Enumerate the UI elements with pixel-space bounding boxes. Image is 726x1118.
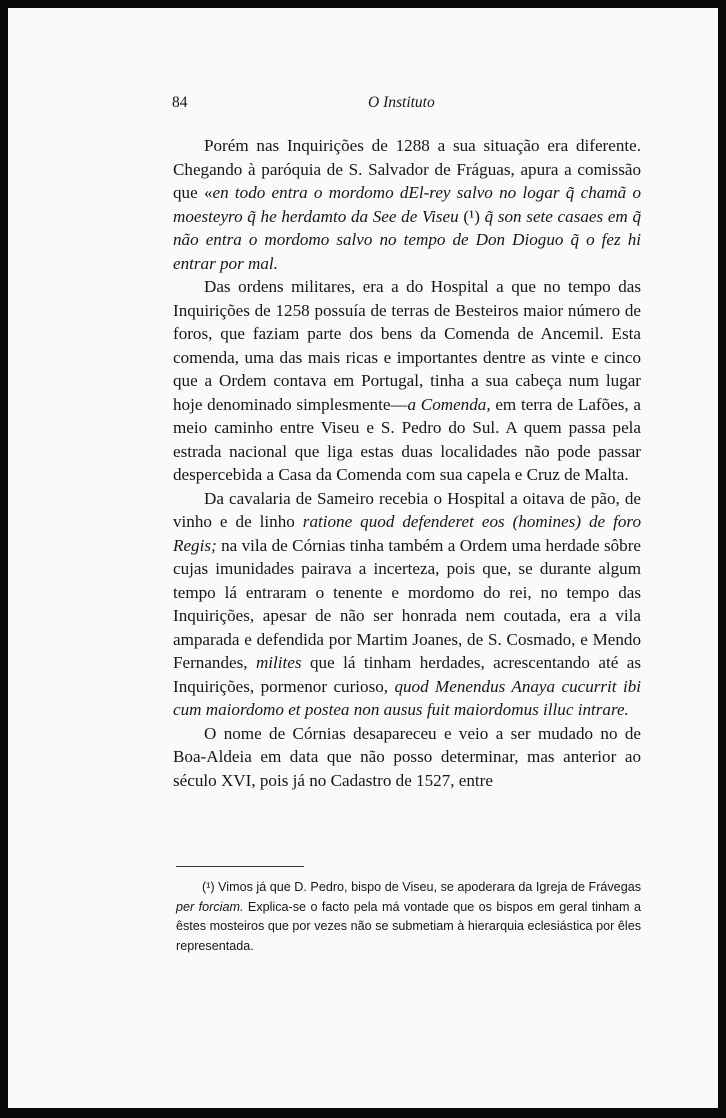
footnote [176, 878, 641, 956]
footnote-text [176, 878, 641, 956]
italic-text: a Comenda, [407, 394, 491, 414]
running-title: O Instituto [368, 94, 435, 111]
italic-text: en todo entra o mordomo dEl-rey salvo no logar q̃ chamã o moesteyro q̃ he herdamto da See de Viseu [173, 183, 641, 226]
page-header [8, 94, 718, 116]
document-page [8, 8, 718, 1108]
italic-text: milites [255, 653, 302, 672]
text-run: em terra de Lafões, a meio caminho entre Viseu e S. Pedro do Sul. A quem passa pela estrada nacional que liga estas duas localidades não pode passar despercebida a Casa da Comenda com sua capela e Cruz de Malta. [173, 394, 642, 484]
footnote-divider [176, 866, 304, 867]
paragraph [173, 487, 641, 722]
body-text [173, 134, 641, 792]
text-run: Porém nas Inquirições de 1288 a sua situação era diferente. Chegando à paróquia de S. Salvador de Fráguas, apura a comissão que « [173, 136, 641, 202]
italic-text: ratione quod defenderet eos (homines) de foro Regis; [173, 512, 641, 555]
italic-text: quod Menendus Anaya cucurrit ibi cum maiordomo et postea non ausus fuit maiordomus illuc intrare. [173, 676, 641, 719]
text-run: na vila de Córnias tinha também a Ordem uma herdade sôbre cujas imunidades pairava a incerteza, pois que, se durante algum tempo lá entraram o tenente e mordomo do rei, no tempo das Inquirições, apesar de não ser honrada nem coutada, era a vila amparada e defendida por Martim Joanes, de S. Cosmado, e Mendo Fernandes, [173, 535, 641, 672]
paragraph [173, 275, 641, 487]
italic-text: per forciam. [176, 899, 244, 914]
text-run: Da cavalaria de Sameiro recebia o Hospital a oitava de pão, de vinho e de linho [173, 488, 641, 531]
page-number: 84 [172, 94, 188, 111]
italic-text: q̃ son sete casaes em q̃ não entra o mordomo salvo no tempo de Don Dioguo q̃ o fez hi entrar por mal. [173, 206, 641, 273]
paragraph [173, 722, 641, 793]
text-run: que lá tinham herdades, acrescentando até as Inquirições, pormenor curioso, [173, 653, 641, 696]
paragraph [173, 134, 641, 275]
text-run: O nome de Córnias desapareceu e veio a ser mudado no de Boa-Aldeia em data que não posso determinar, mas anterior ao século XVI, pois já no Cadastro de 1527, entre [173, 723, 641, 790]
text-run: Das ordens militares, era a do Hospital a que no tempo das Inquirições de 1258 possuía de terras de Besteiros maior número de foros, que faziam parte dos bens da Comenda de Ancemil. Esta comenda, uma das mais ricas e importantes dentre as vinte e cinco que a Ordem contava em Portugal, tinha a sua cabeça num lugar hoje denominado simplesmente— [173, 277, 641, 414]
text-run: (¹) Vimos já que D. Pedro, bispo de Viseu, se apoderara da Igreja de Frávegas [202, 880, 641, 894]
text-run: Explica-se o facto pela má vontade que os bispos em geral tinham a êstes mosteiros que por vezes não se submetiam à hierarquia eclesiástica por êles representada. [176, 899, 641, 953]
text-run: (¹) [458, 206, 485, 226]
